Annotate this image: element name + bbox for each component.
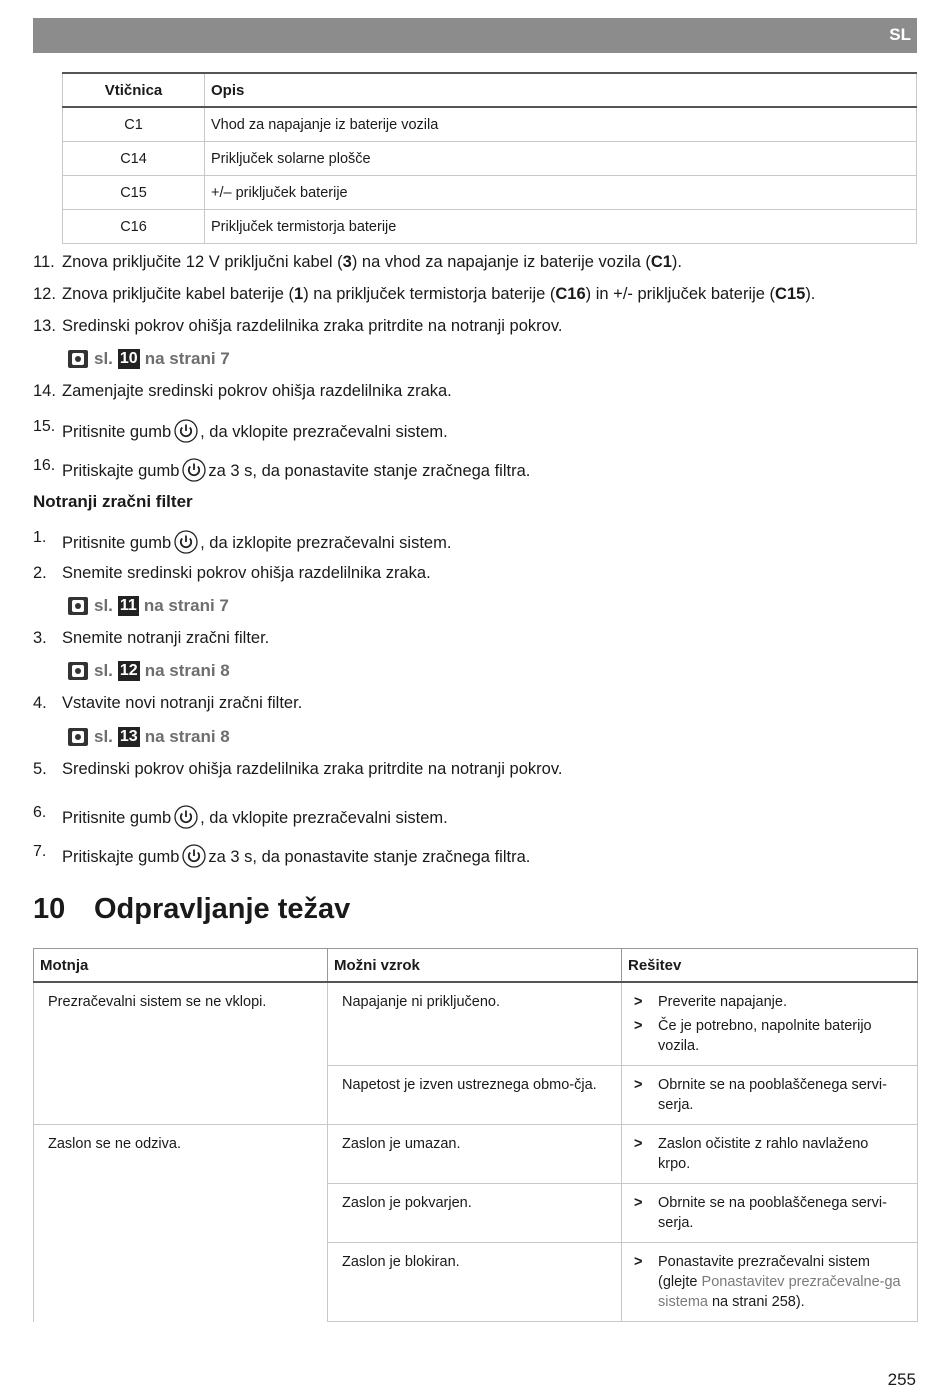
solution-text-part: na strani 258). [707,1294,805,1310]
cause-cell: Napajanje ni priključeno. [328,982,622,1066]
camera-icon [68,728,88,746]
step-text: ) na vhod za napajanje iz baterije vozila ( [351,253,651,271]
step-number: 4. [33,694,47,712]
figure-number: 11 [119,597,137,614]
step-number: 16. [33,457,56,474]
figure-ref-prefix: sl. [94,349,113,368]
figure-number: 10 [119,350,138,367]
socket-table [62,72,917,244]
step-b2 [33,564,431,583]
power-button-icon [174,530,198,554]
arrow-icon: > [634,1195,643,1211]
step-text: Pritiskajte gumb [62,848,180,866]
socket-description: Priključek termistorja baterije [205,210,917,244]
step-text: Pritisnite gumb [62,809,172,827]
step-text: Snemite sredinski pokrov ohišja razdelilnika zraka. [62,564,431,582]
socket-id: C1 [63,107,205,142]
table-header-row [63,73,917,107]
socket-description: Priključek solarne plošče [205,142,917,176]
chapter-number: 10 [33,893,66,925]
figure-number: 13 [119,728,138,745]
step-text: Zamenjajte sredinski pokrov ohišja razdelilnika zraka. [62,382,452,400]
fault-cell: Prezračevalni sistem se ne vklopi. [34,982,328,1125]
camera-icon [68,662,88,680]
step-12 [33,285,815,304]
step-text: ). [671,253,683,271]
part-ref: C1 [650,253,672,271]
table-header-row [34,949,918,983]
figure-ref-page: na strani 7 [143,596,229,615]
step-14 [33,382,452,401]
part-ref: 3 [342,253,352,271]
chapter-heading [33,893,350,926]
figure-ref-12[interactable] [68,661,230,681]
figure-ref-prefix: sl. [94,596,113,615]
figure-ref-page: na strani 7 [144,349,230,368]
solution-item [634,1193,903,1233]
part-ref: 1 [294,285,304,303]
step-number: 1. [33,529,47,546]
step-16 [33,457,530,482]
step-b7 [33,843,530,868]
troubleshooting-table [33,948,918,1322]
socket-id: C15 [63,176,205,210]
step-text: za 3 s, da ponastavite stanje zračnega filtra. [208,462,531,480]
step-text: Sredinski pokrov ohišja razdelilnika zraka pritrdite na notranji pokrov. [62,317,563,335]
solution-text: Obrnite se na pooblaščenega servi-serja. [658,1077,887,1113]
socket-id: C14 [63,142,205,176]
solution-item [634,1252,903,1312]
figure-ref-11[interactable] [68,596,229,616]
step-b3 [33,629,269,648]
solution-cell [622,1243,918,1322]
power-button-icon [182,844,206,868]
step-number: 11. [33,253,55,271]
solution-text [658,1252,903,1312]
figure-ref-prefix: sl. [94,661,113,680]
camera-icon [68,597,88,615]
step-text: Pritisnite gumb [62,423,172,441]
fault-cell: Zaslon se ne odziva. [34,1125,328,1322]
step-number: 14. [33,382,56,400]
column-header: Vtičnica [63,73,205,107]
figure-number: 12 [119,662,138,679]
step-text: Snemite notranji zračni filter. [62,629,270,647]
step-text: za 3 s, da ponastavite stanje zračnega filtra. [208,848,531,866]
step-text: Pritiskajte gumb [62,462,180,480]
arrow-icon: > [634,1077,643,1093]
arrow-icon: > [634,1254,643,1270]
step-b6 [33,804,448,829]
table-row [34,1125,918,1184]
step-11 [33,253,682,272]
socket-description: +/– priključek baterije [205,176,917,210]
part-ref: C15 [775,285,806,303]
header-bar [33,18,917,53]
table-row [63,107,917,142]
step-number: 7. [33,843,47,860]
page-number: 255 [887,1370,916,1389]
column-header: Rešitev [622,949,918,983]
language-label: SL [889,25,911,44]
socket-id: C16 [63,210,205,244]
figure-ref-13[interactable] [68,727,230,747]
cross-reference-link[interactable]: Ponastavitev prezračevalne-ga sistema [658,1274,901,1310]
power-button-icon [182,458,206,482]
table-row [63,210,917,244]
step-15 [33,418,448,443]
step-number: 12. [33,285,56,303]
step-b4 [33,694,302,713]
table-row [34,982,918,1066]
step-b5 [33,760,562,779]
chapter-title: Odpravljanje težav [94,893,351,925]
step-number: 6. [33,804,47,821]
arrow-icon: > [634,1018,643,1034]
solution-item [634,1134,903,1174]
step-text: , da vklopite prezračevalni sistem. [200,423,448,441]
step-text: Pritisnite gumb [62,534,172,552]
figure-ref-page: na strani 8 [144,661,230,680]
arrow-icon: > [634,994,643,1010]
step-text: ) na priključek termistorja baterije ( [303,285,556,303]
solution-text: Če je potrebno, napolnite baterijo vozila. [658,1018,872,1054]
column-header: Motnja [34,949,328,983]
step-number: 2. [33,564,47,582]
power-button-icon [174,419,198,443]
figure-ref-page: na strani 8 [144,727,230,746]
part-ref: C16 [555,285,586,303]
table-row [63,176,917,210]
step-text: ). [805,285,816,303]
column-header: Opis [205,73,917,107]
solution-text-part: Ponastavite prezračevalni sistem (glejte [658,1254,870,1290]
cause-cell: Zaslon je blokiran. [328,1243,622,1322]
solution-item [634,992,903,1012]
solution-cell [622,982,918,1066]
step-text: ) in +/- priključek baterije ( [585,285,776,303]
step-number: 3. [33,629,47,647]
section-subheading: Notranji zračni filter [33,492,193,511]
arrow-icon: > [634,1136,643,1152]
figure-ref-10[interactable] [68,349,230,369]
step-text: Sredinski pokrov ohišja razdelilnika zraka pritrdite na notranji pokrov. [62,760,563,778]
cause-cell: Napetost je izven ustreznega obmo-čja. [328,1066,622,1125]
cause-cell: Zaslon je pokvarjen. [328,1184,622,1243]
socket-description: Vhod za napajanje iz baterije vozila [205,107,917,142]
step-number: 5. [33,760,47,778]
step-13 [33,317,562,336]
step-text: , da vklopite prezračevalni sistem. [200,809,448,827]
step-number: 15. [33,418,56,435]
solution-cell [622,1066,918,1125]
column-header: Možni vzrok [328,949,622,983]
solution-item [634,1016,903,1056]
step-text: , da izklopite prezračevalni sistem. [200,534,452,552]
step-text: Vstavite novi notranji zračni filter. [62,694,303,712]
cause-cell: Zaslon je umazan. [328,1125,622,1184]
figure-ref-prefix: sl. [94,727,113,746]
step-text: Znova priključite kabel baterije ( [62,285,295,303]
solution-cell [622,1184,918,1243]
step-number: 13. [33,317,56,335]
camera-icon [68,350,88,368]
power-button-icon [174,805,198,829]
table-row [63,142,917,176]
step-text: Znova priključite 12 V priključni kabel ( [62,253,343,271]
solution-cell [622,1125,918,1184]
solution-text: Preverite napajanje. [658,994,787,1010]
solution-text: Zaslon očistite z rahlo navlaženo krpo. [658,1136,869,1172]
solution-text: Obrnite se na pooblaščenega servi-serja. [658,1195,887,1231]
step-b1 [33,529,451,554]
solution-item [634,1075,903,1115]
